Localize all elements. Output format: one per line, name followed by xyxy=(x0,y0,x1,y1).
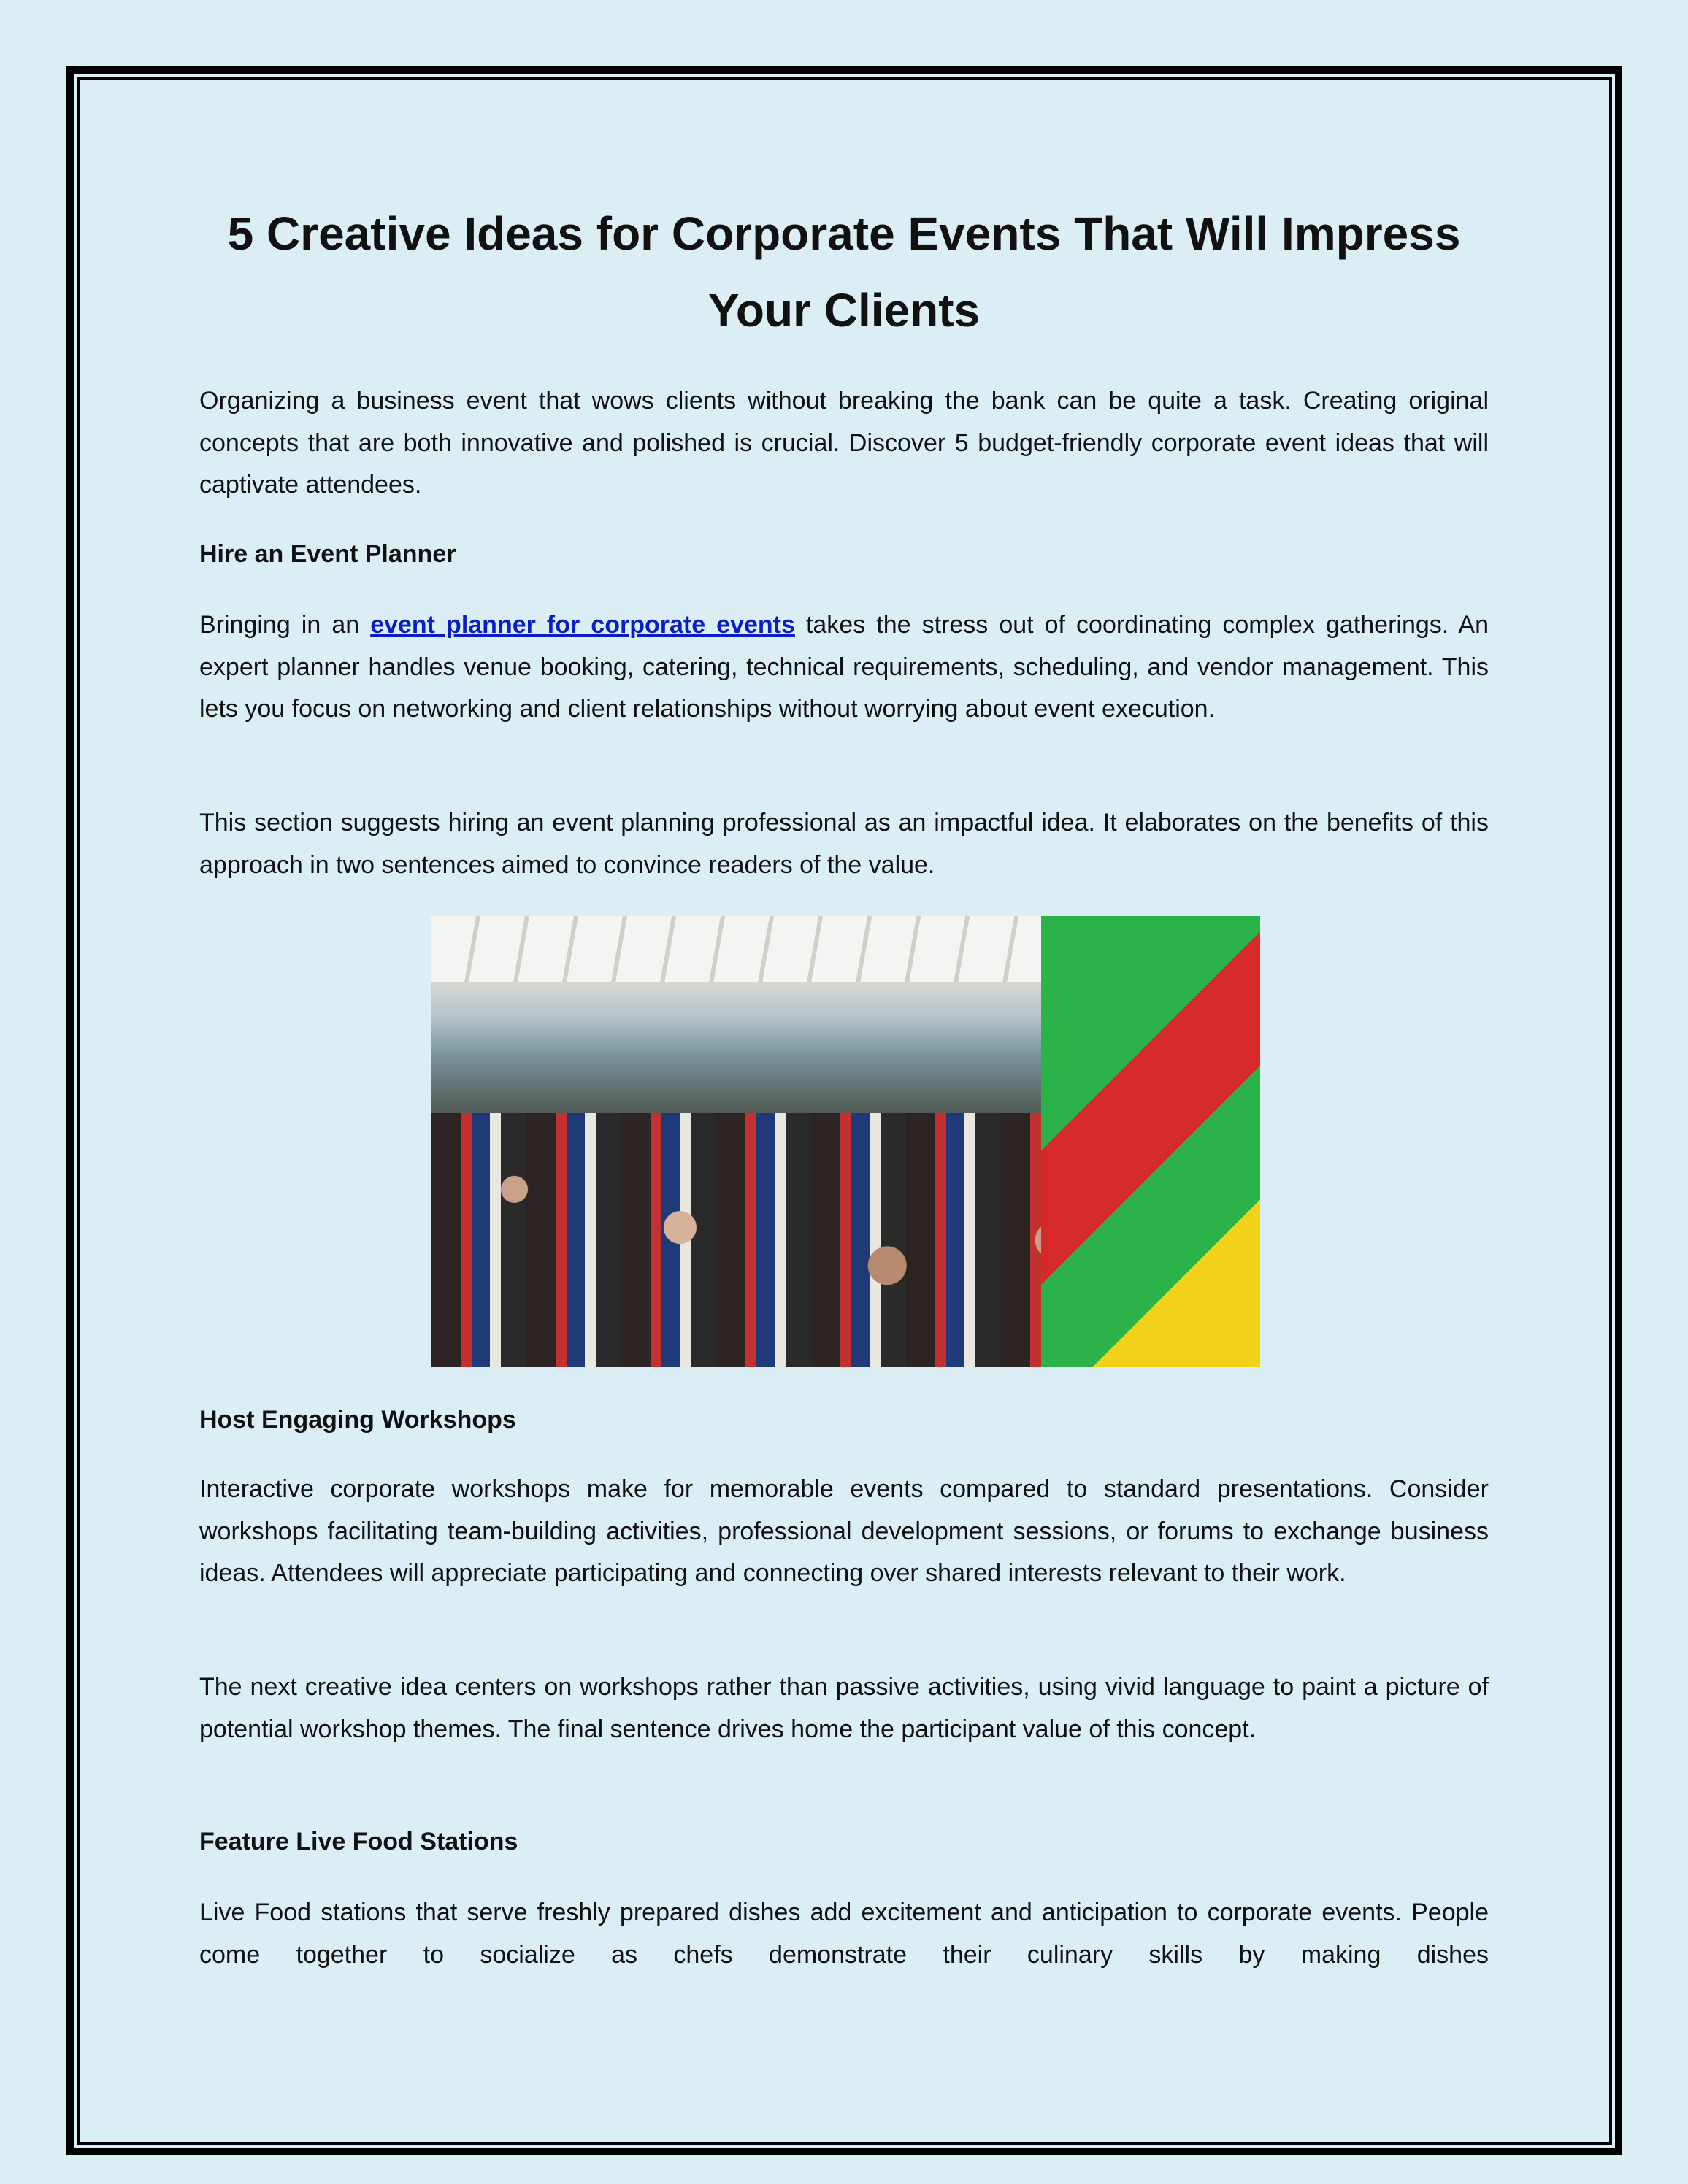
inflatable-slide xyxy=(1041,916,1260,1367)
intro-paragraph: Organizing a business event that wows clients without breaking the bank can be quite a task. Creating original concepts that are both innovative and polished is crucial. Discover 5 budget-friendly corporate event ideas that will captivate attendees. xyxy=(199,387,1489,499)
text: Bringing in an xyxy=(199,611,371,639)
workshops-paragraph: Interactive corporate workshops make for memorable events compared to standard presentations. Consider workshops facilitating team-building activities, professional development sessions, or forums to exchange business ideas. Attendees will appreciate participating and connecting over shared interests relevant to their work. xyxy=(199,1475,1489,1587)
page-title: 5 Creative Ideas for Corporate Events That Will Impress Your Clients xyxy=(227,207,1461,337)
workshops-summary: The next creative idea centers on workshops rather than passive activities, using vivid language to paint a picture of potential workshop themes. The final sentence drives home the participant value of this concept. xyxy=(199,1673,1489,1743)
event-planner-summary: This section suggests hiring an event planning professional as an impactful idea. It elaborates on the benefits of this approach in two sentences aimed to convince readers of the value. xyxy=(199,809,1489,879)
event-planner-paragraph xyxy=(199,604,1489,731)
event-planner-link[interactable]: event planner for corporate events xyxy=(370,611,795,639)
section-heading-workshops: Host Engaging Workshops xyxy=(199,1406,516,1434)
food-stations-paragraph: Live Food stations that serve freshly prepared dishes add excitement and anticipation to corporate events. People come together to socialize as chefs demonstrate their culinary skills by making dishes xyxy=(199,1899,1489,1969)
event-crowd-photo xyxy=(431,916,1260,1367)
text: takes the stress out of coordinating complex gatherings. An expert planner handles venue booking, catering, technical requirements, scheduling, and vendor management. This lets you focus on networking and client relationships without worrying about event execution. xyxy=(199,611,1489,723)
section-heading-event-planner: Hire an Event Planner xyxy=(199,540,456,568)
section-heading-food-stations: Feature Live Food Stations xyxy=(199,1828,518,1856)
